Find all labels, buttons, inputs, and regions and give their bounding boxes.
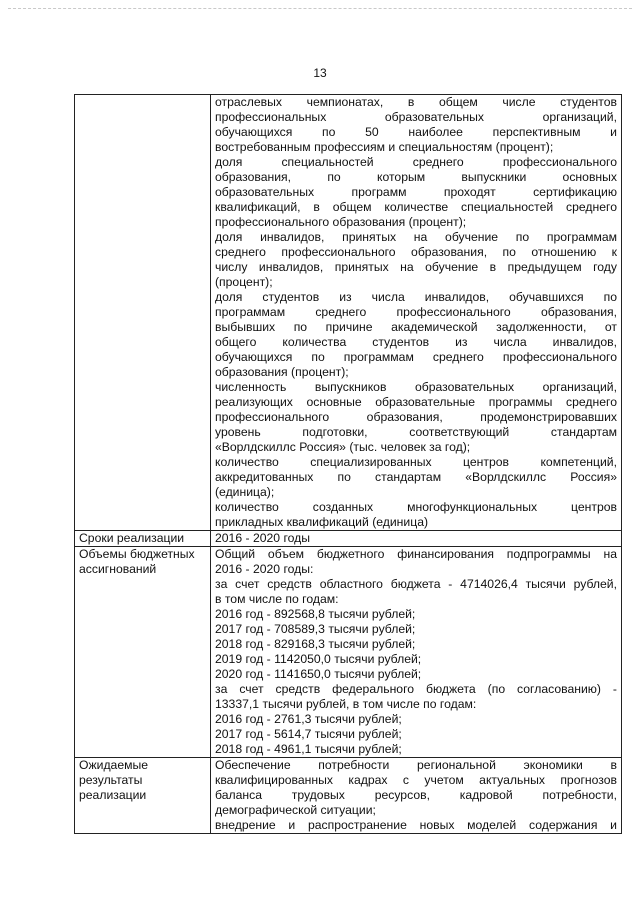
text-line: доля инвалидов, принятых на обучение по программам: [215, 230, 617, 244]
table-row-continuation: [75, 95, 622, 531]
text-line: образования (процент);: [215, 365, 349, 379]
text-line: 2020 год - 1141650,0 тысячи рублей;: [215, 667, 422, 681]
text-line: профессиональных образовательных организаций,: [215, 110, 617, 124]
text-line: реализующих основные образовательные программы среднего: [215, 395, 617, 409]
text-line: доля студентов из числа инвалидов, обучавшихся по: [215, 290, 617, 304]
text-line: образовательных программ проходят сертификацию: [215, 185, 617, 199]
text-line: числу инвалидов, принятых на обучение в предыдущем году: [215, 260, 617, 274]
row-label-terms: Сроки реализации: [75, 531, 211, 547]
text-line: выбывших по причине академической задолженности, от: [215, 320, 617, 334]
text-line: 2016 год - 2761,3 тысячи рублей;: [215, 712, 402, 726]
text-line: численность выпускников образовательных организаций,: [215, 380, 617, 394]
text-line: количество созданных многофункциональных центров: [215, 500, 617, 514]
text-line: среднего профессионального образования, по отношению к: [215, 245, 617, 259]
text-line: 2017 год - 708589,3 тысячи рублей;: [215, 622, 416, 636]
row-label-budget: Объемы бюджетных ассигнований: [75, 547, 211, 758]
text-line: квалификаций, в общем количестве специальностей среднего: [215, 200, 617, 214]
text-line: (единица);: [215, 485, 275, 499]
table-row-terms: [75, 531, 622, 547]
row-label-results: Ожидаемые результаты реализации: [75, 758, 211, 834]
text-line: доля специальностей среднего профессионального: [215, 155, 617, 169]
text-line: профессионального образования, продемонстрировавших: [215, 410, 617, 424]
text-line: востребованным профессиям и специальностям (процент);: [215, 140, 554, 154]
table-row-budget: [75, 547, 622, 758]
text-line: 2016 год - 892568,8 тысячи рублей;: [215, 607, 416, 621]
text-line: общего количества студентов из числа инвалидов,: [215, 335, 617, 349]
text-line: отраслевых чемпионатах, в общем числе студентов: [215, 95, 617, 109]
text-line: обучающихся по 50 наиболее перспективным и: [215, 125, 617, 139]
text-line: (процент);: [215, 275, 273, 289]
text-line: за счет средств областного бюджета - 4714026,4 тысячи рублей,: [215, 577, 617, 591]
text-line: образования, по которым выпускники основных: [215, 170, 617, 184]
row-content-budget: [211, 547, 622, 758]
text-line: 13337,1 тысячи рублей, в том числе по годам:: [215, 697, 477, 711]
text-line: внедрение и распространение новых моделей содержания и: [215, 818, 617, 832]
text-line: квалифицированных кадрах с учетом актуальных прогнозов: [215, 773, 617, 787]
text-line: 2016 - 2020 годы:: [215, 562, 314, 576]
row-content-terms: [211, 531, 622, 547]
text-line: аккредитованных по стандартам «Ворлдскиллс Россия»: [215, 470, 617, 484]
text-line: 2019 год - 1142050,0 тысячи рублей;: [215, 652, 422, 666]
scan-artifact-line: [8, 8, 632, 9]
text-line: Общий объем бюджетного финансирования подпрограммы на: [215, 547, 617, 561]
text-line: программам среднего профессионального образования,: [215, 305, 617, 319]
text-line: уровень подготовки, соответствующий стандартам: [215, 425, 617, 439]
text-line: Обеспечение потребности региональной экономики в: [215, 758, 617, 772]
text-line: демографической ситуации;: [215, 803, 376, 817]
row-content: [211, 95, 622, 531]
text-line: 2016 - 2020 годы: [215, 531, 311, 545]
row-label: [75, 95, 211, 531]
text-line: 2018 год - 829168,3 тысячи рублей;: [215, 637, 416, 651]
text-line: в том числе по годам:: [215, 592, 339, 606]
text-line: 2017 год - 5614,7 тысячи рублей;: [215, 727, 402, 741]
text-line: профессионального образования (процент);: [215, 215, 467, 229]
page-number: 13: [313, 66, 327, 80]
program-passport-table: [74, 94, 622, 834]
text-line: баланса трудовых ресурсов, кадровой потребности,: [215, 788, 617, 802]
text-line: 2018 год - 4961,1 тысячи рублей;: [215, 742, 402, 756]
table-row-results: [75, 758, 622, 834]
text-line: обучающихся по программам среднего профессионального: [215, 350, 617, 364]
text-line: количество специализированных центров компетенций,: [215, 455, 617, 469]
text-line: «Ворлдскиллс Россия» (тыс. человек за год);: [215, 440, 471, 454]
text-line: за счет средств федерального бюджета (по согласованию) -: [215, 682, 617, 696]
text-line: прикладных квалификаций (единица): [215, 515, 429, 529]
row-content-results: [211, 758, 622, 834]
